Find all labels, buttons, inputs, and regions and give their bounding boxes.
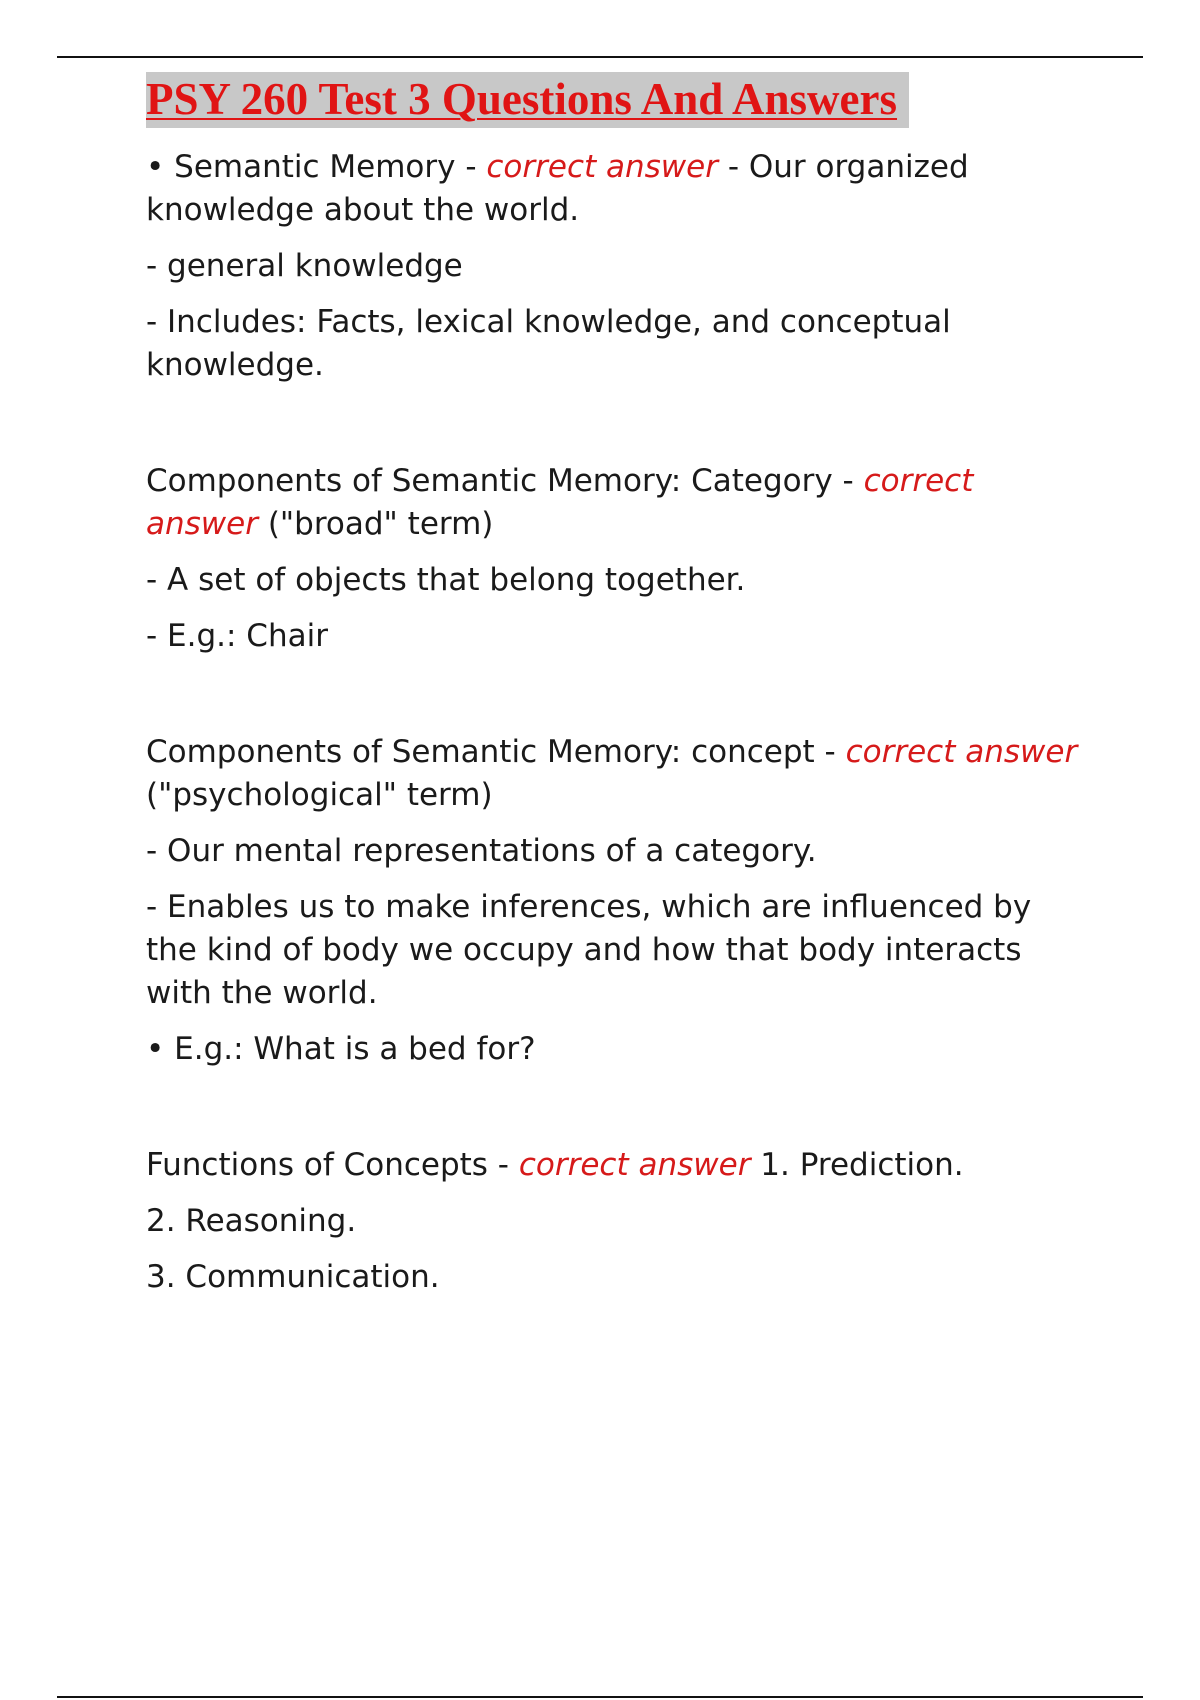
answer-text: - Our organized knowledge about the world. <box>146 149 969 228</box>
answer-marker: correct answer <box>486 149 718 185</box>
answer-line: - Includes: Facts, lexical knowledge, and conceptual knowledge. <box>146 304 951 383</box>
top-rule <box>57 56 1143 58</box>
qa-item-semantic-memory <box>146 146 1086 387</box>
document-title: PSY 260 Test 3 Questions And Answers <box>146 72 909 128</box>
answer-line: - general knowledge <box>146 248 463 284</box>
question-text: Functions of Concepts - <box>146 1147 519 1183</box>
answer-line: 2. Reasoning. <box>146 1203 357 1239</box>
answer-marker: correct answer <box>845 734 1078 770</box>
answer-text: ("broad" term) <box>257 506 494 542</box>
question-line <box>146 731 1086 817</box>
answer-text: 1. Prediction. <box>750 1147 964 1183</box>
answer-line: - A set of objects that belong together. <box>146 562 746 598</box>
question-line <box>146 1144 1086 1187</box>
answer-line: • E.g.: What is a bed for? <box>146 1031 536 1067</box>
question-line <box>146 460 1086 546</box>
answer-line: 3. Communication. <box>146 1259 440 1295</box>
qa-item-category <box>146 460 1086 658</box>
answer-marker: correct answer <box>146 463 974 542</box>
answer-line: - Enables us to make inferences, which are influenced by the kind of body we occupy and how that body interacts with the world. <box>146 889 1032 1011</box>
question-text: Components of Semantic Memory: Category - <box>146 463 864 499</box>
question-text: Components of Semantic Memory: concept - <box>146 734 846 770</box>
qa-item-concept <box>146 731 1086 1071</box>
document-body <box>146 72 1086 1299</box>
bottom-rule <box>57 1696 1143 1698</box>
question-text: • Semantic Memory - <box>146 149 487 185</box>
answer-text: ("psychological" term) <box>146 777 493 813</box>
answer-line: - Our mental representations of a category. <box>146 833 817 869</box>
qa-item-functions-of-concepts <box>146 1144 1086 1299</box>
answer-line: - E.g.: Chair <box>146 618 328 654</box>
question-line <box>146 146 1086 232</box>
answer-marker: correct answer <box>518 1147 751 1183</box>
